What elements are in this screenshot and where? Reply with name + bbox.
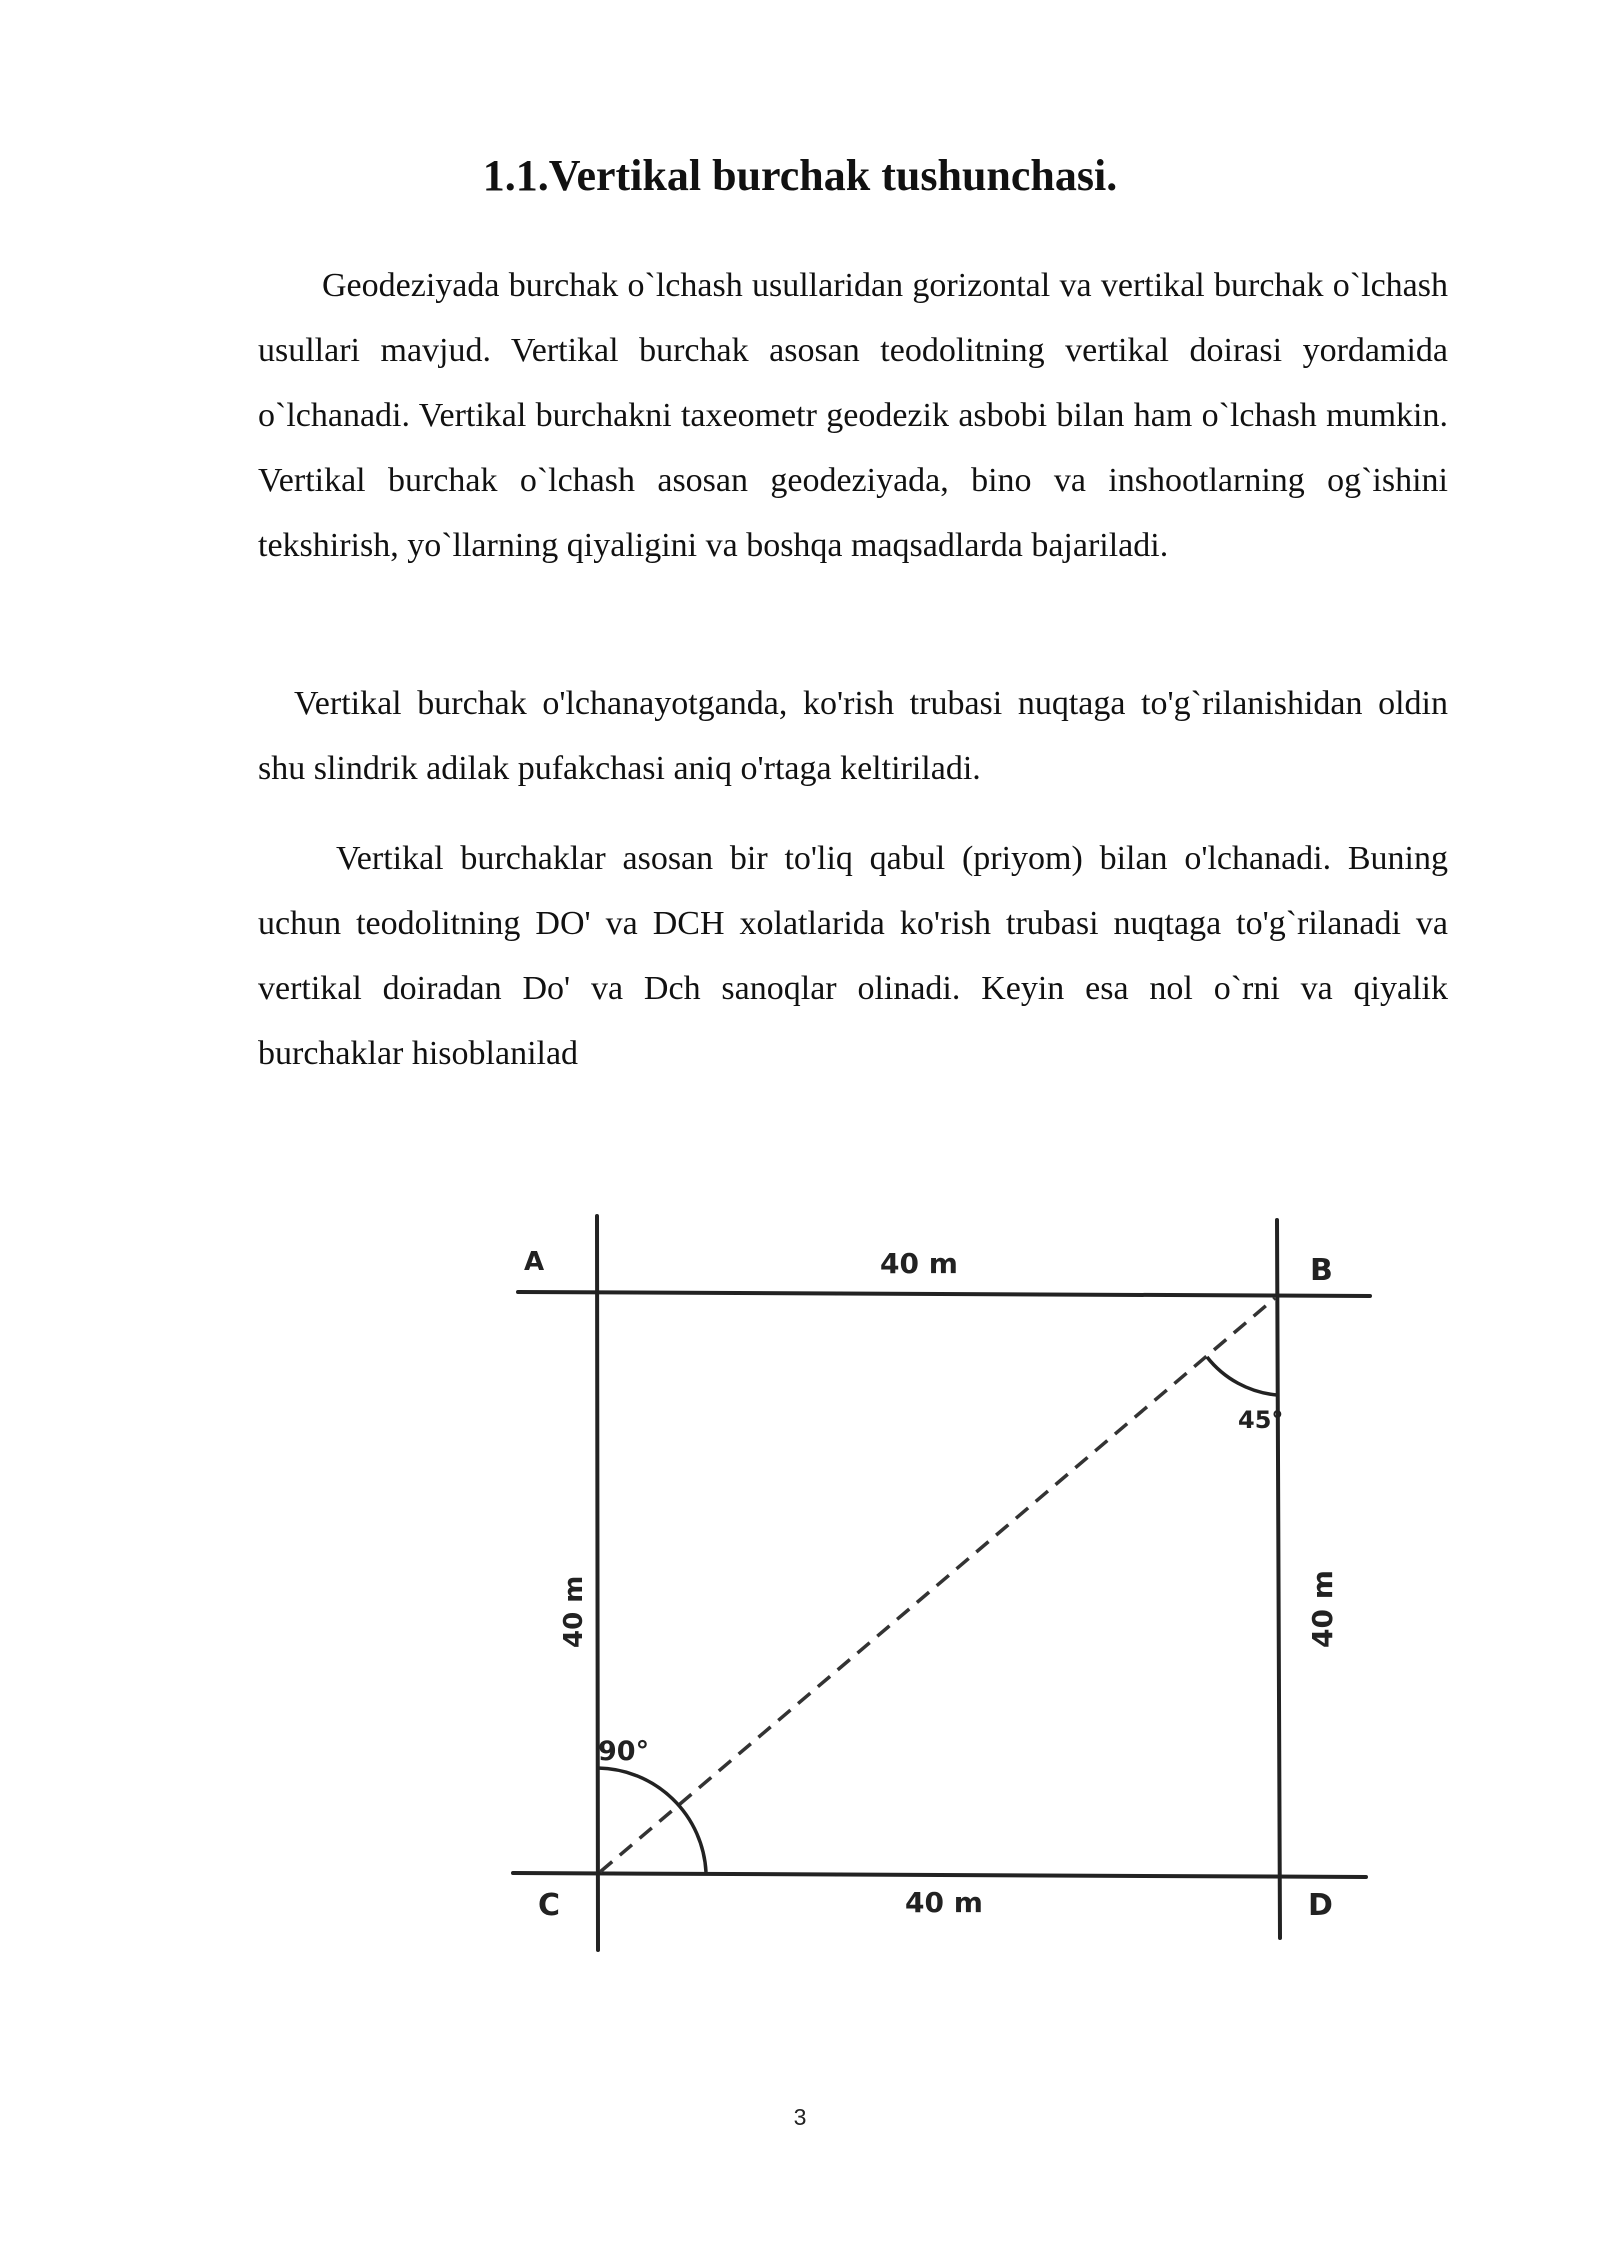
point-a-label: A [524,1247,545,1277]
angle-b-label: 45° [1238,1406,1284,1434]
angle-arc-b [1207,1357,1277,1395]
paragraph-3: Vertikal burchaklar asosan bir to'liq qabul (priyom) bilan o'lchanadi. Buning uchun teodolitning DO' va DCH xolatlarida ko'rish trubasi nuqtaga to'g`rilanadi va vertikal doiradan Do' va Dch sanoqlar olinadi. Keyin esa nol o`rni va qiyalik burchaklar hisoblanilad [258,840,1448,1072]
point-c-label: C [538,1888,561,1923]
top-line [518,1292,1370,1296]
angle-arc-c [598,1768,706,1872]
left-line [597,1216,598,1950]
point-b-label: B [1310,1253,1333,1288]
right-line [1277,1220,1280,1938]
section-heading: 1.1.Vertikal burchak tushunchasi. [482,151,1118,200]
left-side-label: 40 m [559,1575,589,1648]
paragraph-2: Vertikal burchak o'lchanayotganda, ko'rish trubasi nuqtaga to'g`rilanishidan oldin shu slindrik adilak pufakchasi aniq o'rtaga keltiriladi. [258,685,1448,787]
page-number: 3 [793,2104,807,2130]
bottom-line [513,1873,1366,1877]
top-side-label: 40 m [880,1247,958,1280]
bottom-side-label: 40 m [905,1886,983,1919]
point-d-label: D [1308,1888,1333,1923]
right-side-label: 40 m [1306,1570,1339,1648]
paragraph-1: Geodeziyada burchak o`lchash usullaridan gorizontal va vertikal burchak o`lchash usullari mavjud. Vertikal burchak asosan teodolitning vertikal doirasi yordamida o`lchanadi. Vertikal burchakni taxeometr geodezik asbobi bilan ham o`lchash mumkin. Vertikal burchak o`lchash asosan geodeziyada, bino va inshootlarning og`ishini tekshirish, yo`llarning qiyaligini va boshqa maqsadlarda bajariladi. [258,267,1448,564]
diagonal-dashed-line [600,1298,1275,1872]
angle-c-label: 90° [598,1736,650,1767]
